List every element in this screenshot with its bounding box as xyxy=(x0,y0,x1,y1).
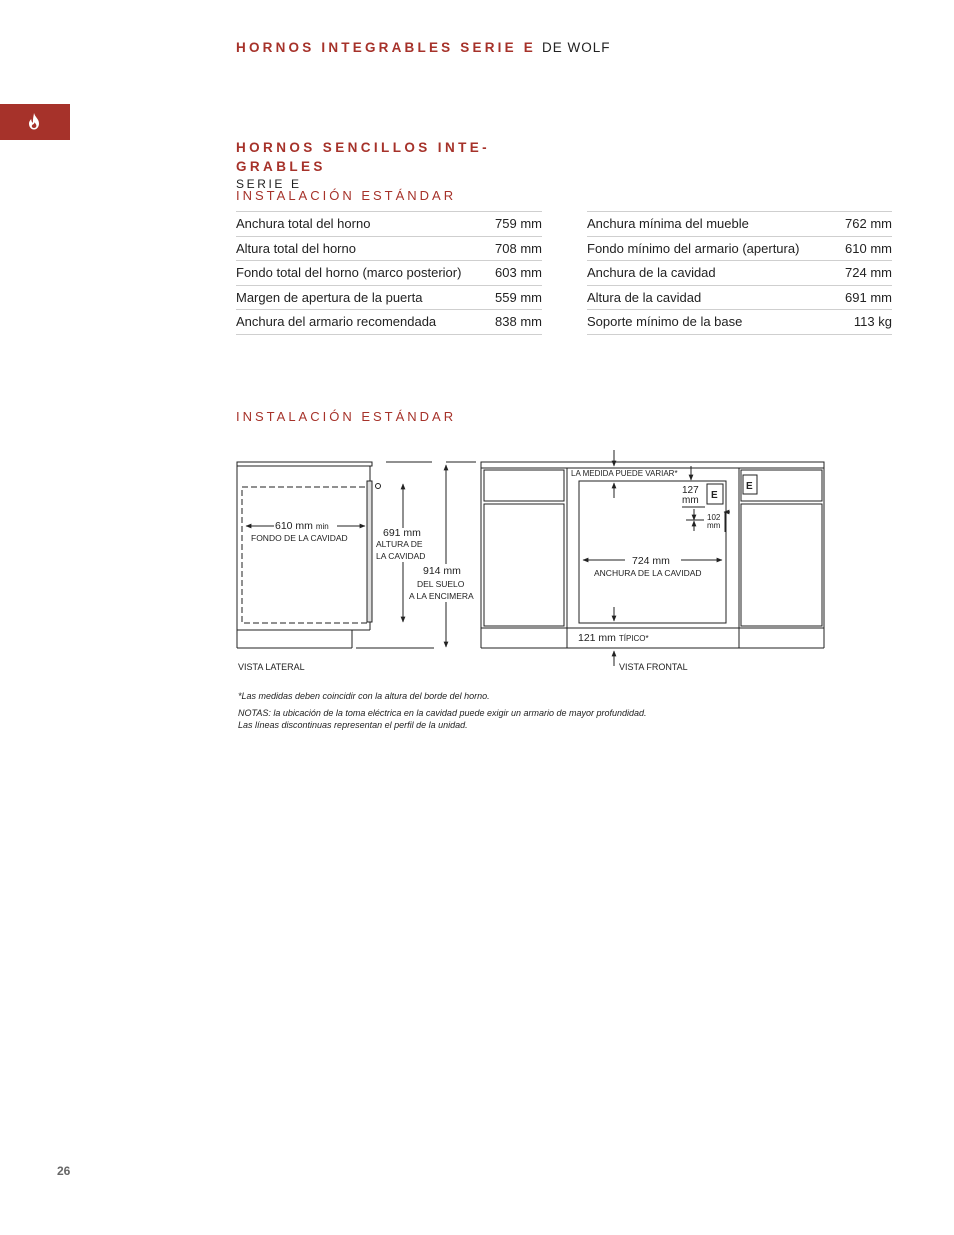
spec-label: Altura total del horno xyxy=(236,236,489,261)
spec-value: 603 mm xyxy=(489,261,542,286)
spec-value: 559 mm xyxy=(489,285,542,310)
note-line-1: NOTAS: la ubicación de la toma eléctrica en la cavidad puede exigir un armario de mayor profundidad. xyxy=(238,708,647,718)
side-floor-label-2: A LA ENCIMERA xyxy=(409,591,474,601)
spec-value: 113 kg xyxy=(837,310,892,335)
spec-label: Soporte mínimo de la base xyxy=(587,310,837,335)
outlet-1-value: 127 xyxy=(682,485,699,496)
side-floor-value: 914 mm xyxy=(423,565,461,577)
outlet-2-value: 102 xyxy=(707,513,721,522)
front-width-label: ANCHURA DE LA CAVIDAD xyxy=(594,568,702,578)
spec-value: 708 mm xyxy=(489,236,542,261)
spec-label: Fondo mínimo del armario (apertura) xyxy=(587,236,837,261)
side-height-value: 691 mm xyxy=(383,527,421,539)
header-title: HORNOS INTEGRABLES SERIE E xyxy=(236,40,536,55)
front-width-value: 724 mm xyxy=(632,555,670,567)
side-floor-label-1: DEL SUELO xyxy=(417,579,465,589)
front-cavity xyxy=(579,481,726,623)
spec-label: Anchura de la cavidad xyxy=(587,261,837,286)
spec-value: 759 mm xyxy=(489,212,542,237)
outlet-mark: E xyxy=(711,490,718,501)
spec-label: Fondo total del horno (marco posterior) xyxy=(236,261,489,286)
spec-value: 724 mm xyxy=(837,261,892,286)
page-number: 26 xyxy=(57,1164,71,1178)
spec-label: Anchura total del horno xyxy=(236,212,489,237)
section-subtitle: INSTALACIÓN ESTÁNDAR xyxy=(236,188,457,203)
side-depth-value: 610 mm min xyxy=(275,520,329,532)
spec-label: Margen de apertura de la puerta xyxy=(236,285,489,310)
spec-value: 762 mm xyxy=(837,212,892,237)
header-brand: DE WOLF xyxy=(541,40,611,55)
outlet-1-unit: mm xyxy=(682,495,699,506)
front-countertop xyxy=(481,462,824,468)
section-title: HORNOS SENCILLOS INTE-GRABLES xyxy=(236,140,491,174)
outlet-2-unit: mm xyxy=(707,521,721,530)
spec-label: Anchura del armario recomendada xyxy=(236,310,489,335)
front-typical: 121 mm TÍPICO* xyxy=(578,632,649,644)
spec-value: 838 mm xyxy=(489,310,542,335)
side-depth-label: FONDO DE LA CAVIDAD xyxy=(251,533,348,543)
front-view-label: VISTA FRONTAL xyxy=(619,662,688,672)
spec-label: Anchura mínima del mueble xyxy=(587,212,837,237)
countertop xyxy=(237,462,372,466)
side-height-label-1: ALTURA DE xyxy=(376,539,423,549)
diagram-title: INSTALACIÓN ESTÁNDAR xyxy=(236,409,457,424)
side-view-label: VISTA LATERAL xyxy=(238,662,305,672)
side-view xyxy=(237,462,476,648)
spec-label: Altura de la cavidad xyxy=(587,285,837,310)
outlet-mark-right: E xyxy=(746,481,753,492)
oven-profile xyxy=(242,487,367,623)
note-asterisk: *Las medidas deben coincidir con la altura del borde del horno. xyxy=(238,691,490,701)
note-line-2: Las líneas discontinuas representan el perfil de la unidad. xyxy=(238,720,468,730)
front-top-note: LA MEDIDA PUEDE VARIAR* xyxy=(571,469,678,478)
spec-value: 610 mm xyxy=(837,236,892,261)
spec-value: 691 mm xyxy=(837,285,892,310)
side-height-label-2: LA CAVIDAD xyxy=(376,551,426,561)
section-series: SERIE E xyxy=(236,177,302,191)
